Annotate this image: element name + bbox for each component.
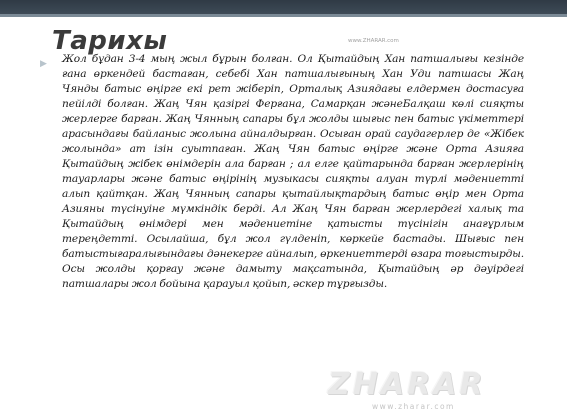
- site-url-label: www.ZHARAR.com: [348, 38, 399, 44]
- slide-title: Тарихы: [52, 26, 168, 56]
- top-decor-stripe: [0, 14, 567, 17]
- bullet-arrow-icon: ▶: [40, 59, 47, 69]
- top-decor-bar: [0, 0, 567, 14]
- slide-body-text: Жол бұдан 3-4 мың жыл бұрын болған. Ол Қытайдың Хан патшалығы кезінде ғана өркендей бастаған, себебі Хан патшалығының Хан Уди патшасы Жаң Чянды батыс өңірге екі рет жіберіп, Орталық Азиядағы елдермен достасуға пейілді болған. Жаң Чян қазіргі Ферғана, Самарқан жәнеБалқаш көлі сияқты жерлерге барған. Жаң Чянның сапары бұл жолды шығыс пен батыс үкіметтері арасындағы байланыс жолына айналдырған. Осыған орай саудагерлер де «Жібек жолында» ат ізін суытпаған. Жаң Чян батыс өңірге және Орта Азияға Қытайдың жібек өнімдерін ала барған ; ал елге қайтарында барған жерлерінің тауарлары және батыс өңірінің музыкасы сияқты алуан түрлі мәдениетті алып қайтқан. Жаң Чянның сапары қытайлықтардың батыс өңір мен Орта Азияны түсінуіне мүмкіндік берді. Ал Жаң Чян барған жерлердегі халық та Қытайдың өнімдері мен мәдениетіне қатысты түсінігін анағұрлым тереңдетті. Осылайша, бұл жол гүлденіп, көркейе бастады. Шығыс пен батыстығаралығындағы дәнекерге айналып, өркениеттерді өзара тоғыстырды. Осы жолды қорғау және дамыту мақсатында, Қытайдың әр дәуірдегі патшалары жол бойына қарауыл қойып, әскер тұрғызды.: [62, 53, 524, 290]
- watermark-logo: ZHARAR: [328, 367, 486, 402]
- watermark-url: www.zharar.com: [372, 402, 455, 411]
